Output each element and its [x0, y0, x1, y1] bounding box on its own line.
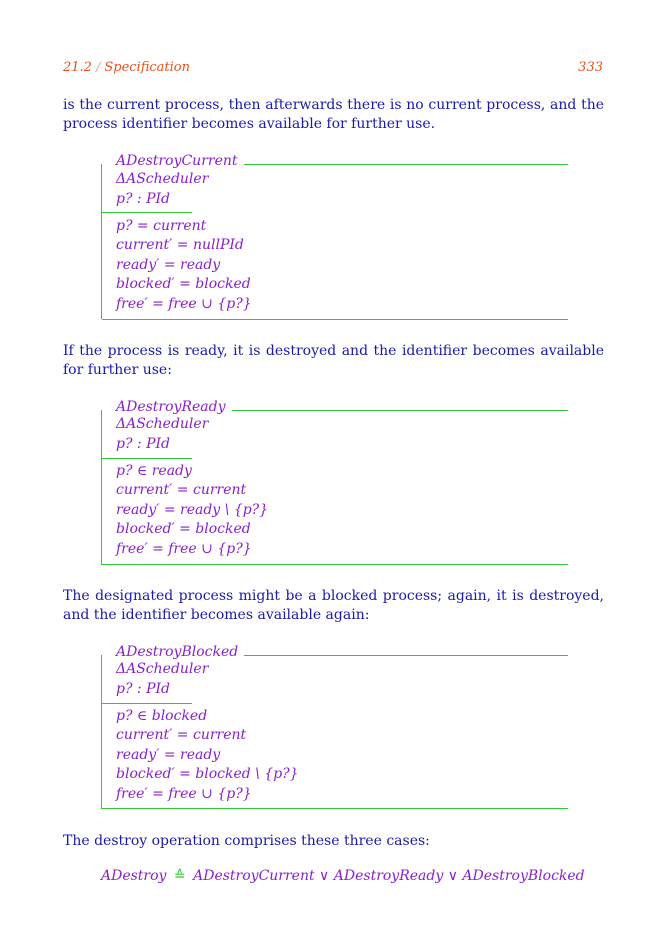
schema-name: ADestroyReady — [116, 399, 232, 415]
schema-name: ADestroyCurrent — [116, 153, 244, 169]
destroy-definition — [101, 868, 585, 884]
section-number: 21.2 — [63, 60, 92, 75]
schema-top-rule — [230, 410, 568, 411]
schema-name: ADestroyBlocked — [116, 644, 244, 660]
schema-adestroyblocked — [101, 644, 568, 809]
paragraph-1: is the current process, then afterwards there is no current process, and the process identifier becomes available for further use. — [63, 97, 604, 132]
schema-predicate: free′ = free ∪ {p?} — [116, 296, 252, 312]
schema-predicate: ready′ = ready — [116, 257, 221, 273]
schema-predicate: p? ∈ blocked — [116, 708, 208, 724]
section-title: Specification — [104, 60, 190, 75]
schema-adestroyready — [101, 399, 568, 565]
paragraph-3: The designated process might be a blocked process; again, it is destroyed, and the identifier becomes available again: — [63, 588, 604, 623]
schema-predicate: current′ = nullPId — [116, 237, 244, 253]
schema-declaration: ΔAScheduler — [116, 661, 209, 677]
schema-divider — [102, 212, 192, 213]
schema-predicate: p? ∈ ready — [116, 463, 192, 479]
schema-declaration: p? : PId — [116, 681, 170, 697]
schema-divider — [102, 703, 192, 704]
definition-lhs: ADestroy — [101, 868, 167, 884]
schema-predicate: ready′ = ready \ {p?} — [116, 502, 269, 518]
schema-predicate: current′ = current — [116, 482, 247, 498]
schema-predicate: blocked′ = blocked — [116, 276, 251, 292]
schema-bottom-rule — [102, 564, 568, 565]
schema-declaration: p? : PId — [116, 191, 170, 207]
schema-predicate: ready′ = ready — [116, 747, 221, 763]
schema-predicate: blocked′ = blocked — [116, 521, 251, 537]
definition-operator: ≙ — [173, 868, 186, 884]
schema-predicate: current′ = current — [116, 727, 247, 743]
schema-divider — [102, 458, 192, 459]
schema-top-rule — [240, 655, 568, 656]
schema-predicate: free′ = free ∪ {p?} — [116, 541, 252, 557]
paragraph-4: The destroy operation comprises these three cases: — [63, 833, 430, 849]
schema-declaration: p? : PId — [116, 436, 170, 452]
schema-bottom-rule — [102, 808, 568, 809]
header-separator: / — [95, 60, 101, 75]
schema-predicate: free′ = free ∪ {p?} — [116, 786, 252, 802]
paragraph-2: If the process is ready, it is destroyed and the identifier becomes available for further use: — [63, 343, 604, 378]
definition-rhs: ADestroyCurrent ∨ ADestroyReady ∨ ADestroyBlocked — [193, 868, 585, 884]
schema-adestroycurrent — [101, 153, 568, 319]
schema-bottom-rule — [102, 319, 568, 320]
running-header — [63, 60, 190, 75]
schema-declaration: ΔAScheduler — [116, 416, 209, 432]
schema-predicate: blocked′ = blocked \ {p?} — [116, 766, 299, 782]
schema-top-rule — [242, 164, 568, 165]
schema-predicate: p? = current — [116, 218, 207, 234]
page-number: 333 — [578, 60, 603, 75]
schema-declaration: ΔAScheduler — [116, 171, 209, 187]
